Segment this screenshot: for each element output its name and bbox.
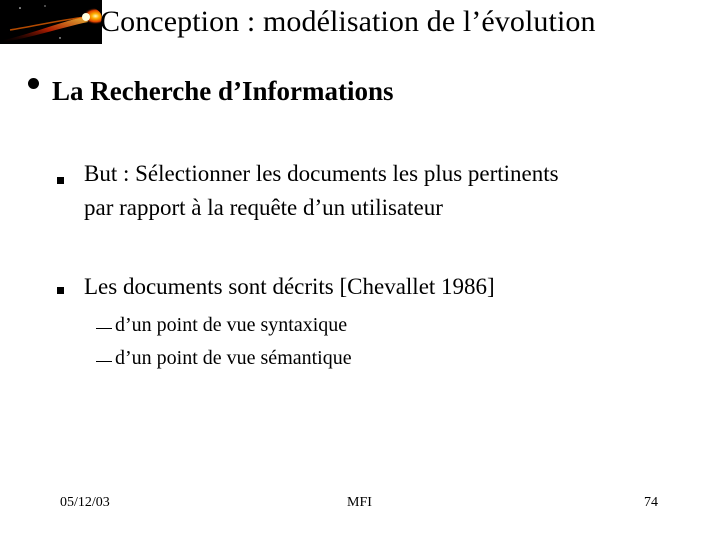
dash-bullet-icon xyxy=(96,361,112,362)
main-bullet-marker xyxy=(28,76,39,89)
sub-bullet-1-line-2: par rapport à la requête d’un utilisateur xyxy=(84,195,443,220)
page-number: 74 xyxy=(644,495,658,510)
slide-title: Conception : modélisation de l’évolution xyxy=(100,5,596,38)
footer-center-text: MFI xyxy=(347,495,372,510)
disc-bullet-icon xyxy=(28,78,39,89)
main-bullet-text: La Recherche d’Informations xyxy=(52,76,394,106)
footer-date: 05/12/03 xyxy=(60,495,110,510)
list-item-text: d’un point de vue sémantique xyxy=(115,347,352,369)
sub-bullet-2-line-1: Les documents sont décrits [Chevallet 1986] xyxy=(84,274,495,299)
square-bullet-icon xyxy=(57,287,64,294)
dash-bullet-icon xyxy=(96,328,112,329)
list-item xyxy=(96,312,347,338)
list-item-text: d’un point de vue syntaxique xyxy=(115,314,348,336)
square-bullet-icon xyxy=(57,177,64,184)
sub-bullet-1-line-1: But : Sélectionner les documents les plus pertinents xyxy=(84,161,559,186)
comet-image-icon xyxy=(0,0,102,44)
list-item xyxy=(96,345,352,371)
